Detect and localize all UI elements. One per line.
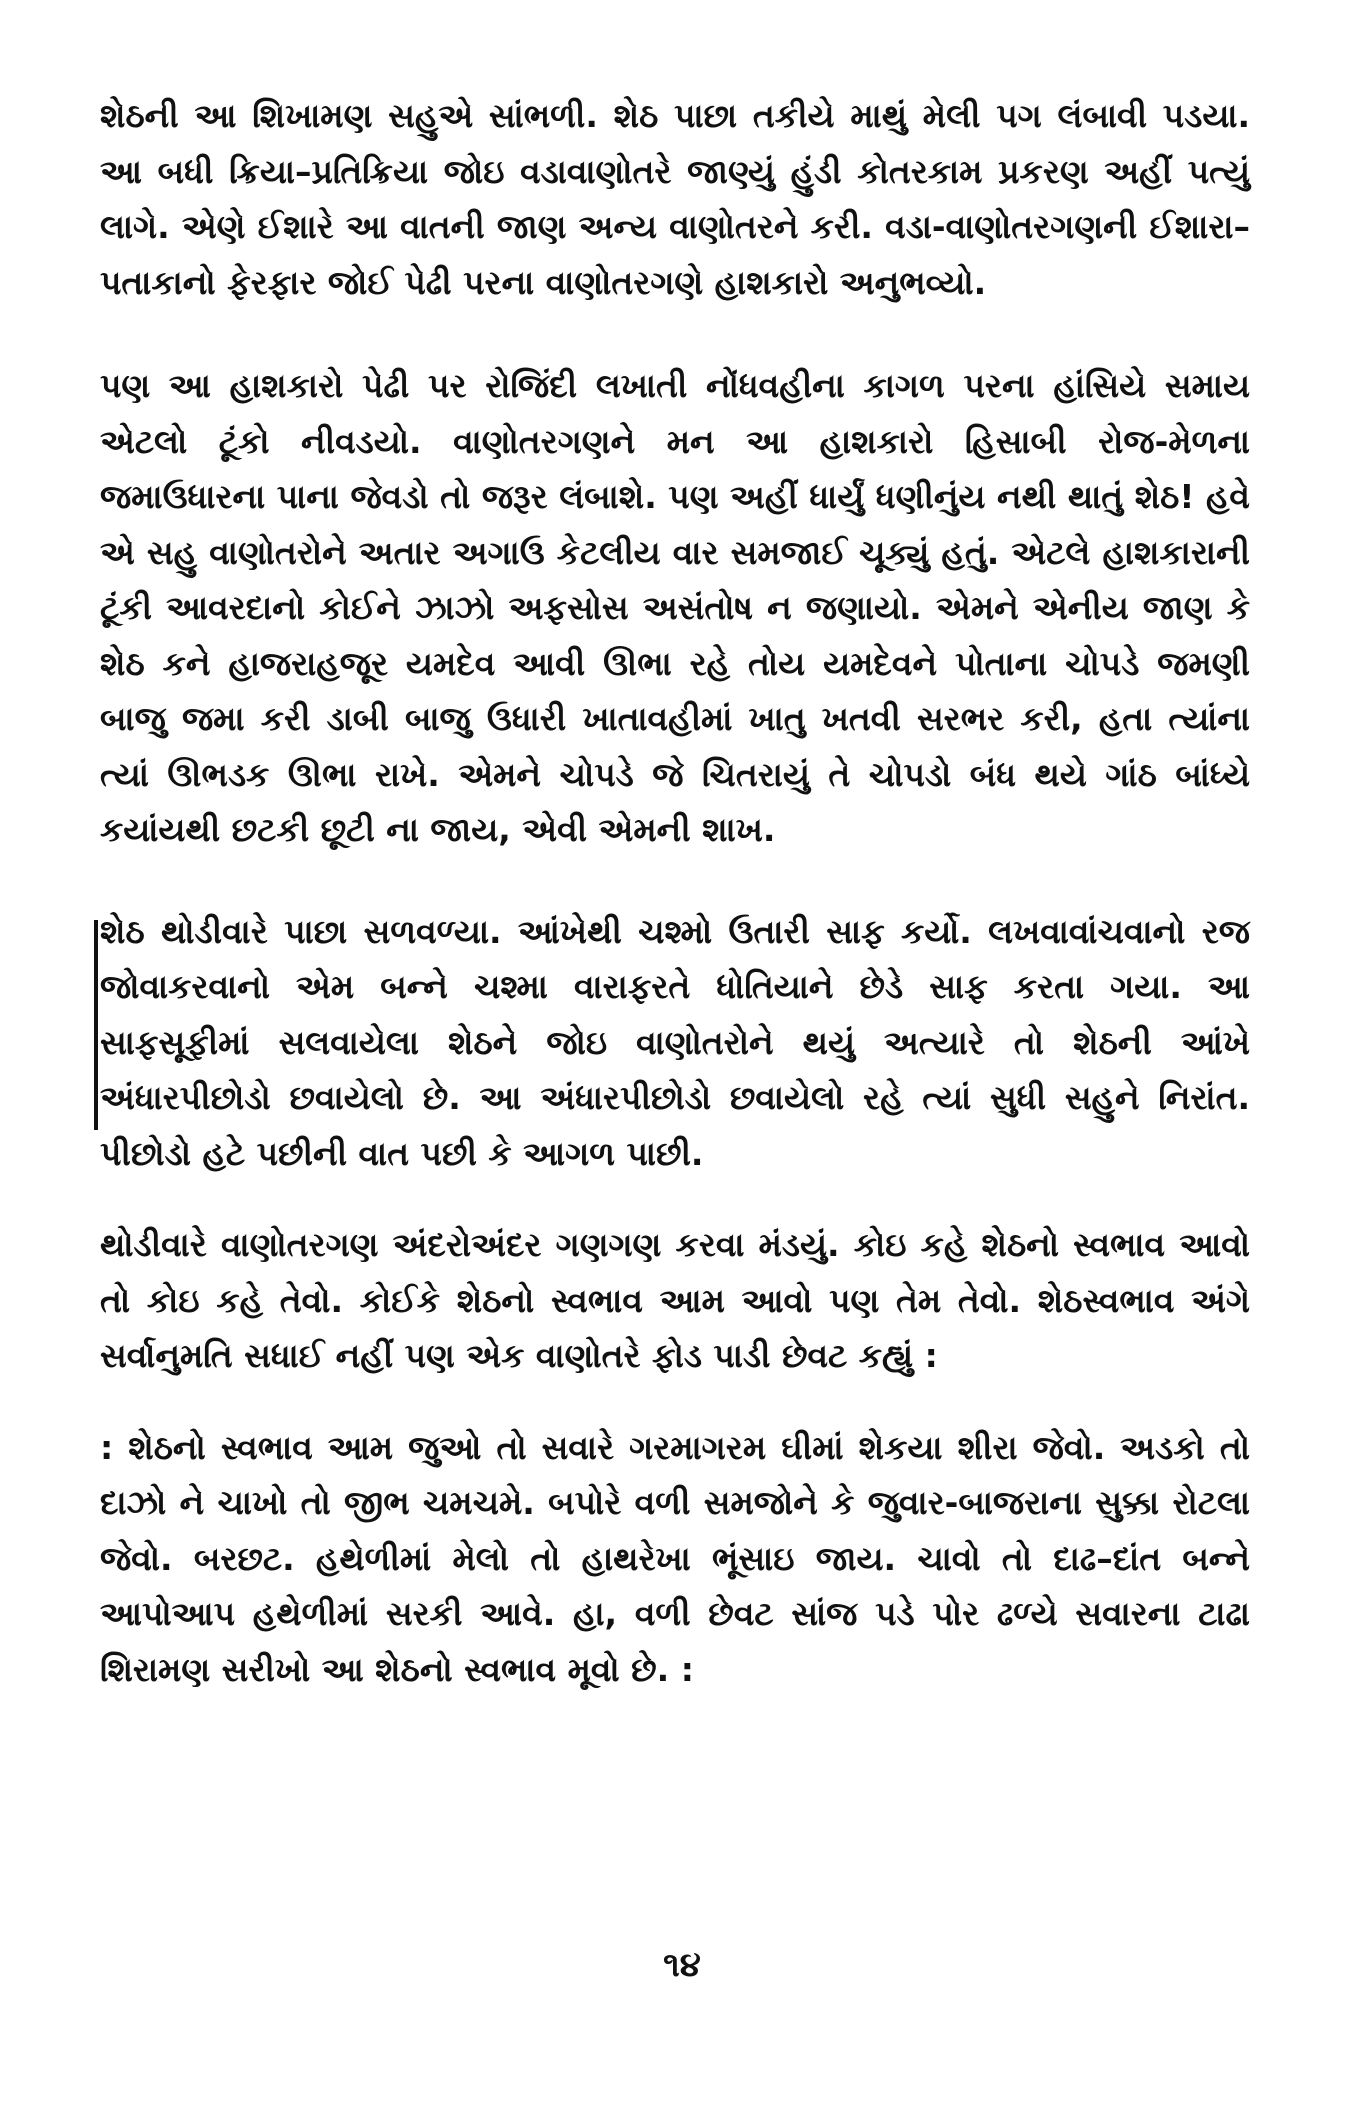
paragraph-5: : શેઠનો સ્વભાવ આમ જુઓ તો સવારે ગરમાગરમ ઘીમાં શેકયા શીરા જેવો. અડકો તો દાઝો ને ચાખો તો જીભ ચમચમે. બપોરે વળી સમજોને કે જુવાર-બાજરાના સુક્કા રોટલા જેવો. બરછટ. હથેળીમાં મેલો તો હાથરેખા ભૂંસાઇ જાય. ચાવો તો દાઢ–દાંત બન્ને આપોઆપ હથેળીમાં સરકી આવે. હા, વળી છેવટ સાંજ પડે પોર ઢળ્યે સવારના ટાઢા શિરામણ સરીખો આ શેઠનો સ્વભાવ મૂવો છે. :	[100, 1427, 1250, 1689]
page-body	[100, 88, 1250, 1697]
paragraph-4: થોડીવારે વાણોતરગણ અંદરોઅંદર ગણગણ કરવા મંડયું. કોઇ કહે શેઠનો સ્વભાવ આવો તો કોઇ કહે તેવો. કોઈકે શેઠનો સ્વભાવ આમ આવો પણ તેમ તેવો. શેઠસ્વભાવ અંગે સર્વાનુમતિ સધાઈ નહીં પણ એક વાણોતરે ફોડ પાડી છેવટ કહ્યું :	[100, 1225, 1250, 1375]
page-number: ૧૪	[663, 1945, 701, 1985]
paragraph-2: પણ આ હાશકારો પેઢી પર રોજિંદી લખાતી નોંધવહીના કાગળ પરના હાંસિયે સમાય એટલો ટૂંકો નીવડયો. વાણોતરગણને મન આ હાશકારો હિસાબી રોજ-મેળના જમાઉધારના પાના જેવડો તો જરૂર લંબાશે. પણ અહીં ધાર્યું ધણીનુંય નથી થાતું શેઠ! હવે એ સહુ વાણોતરોને અતાર અગાઉ કેટલીય વાર સમજાઈ ચૂક્યું હતું. એટલે હાશકારાની ટૂંકી આવરદાનો કોઈને ઝાઝો અફસોસ અસંતોષ ન જણાયો. એમને એનીય જાણ કે શેઠ કને હાજરાહજૂર યમદેવ આવી ઊભા રહે તોય યમદેવને પોતાના ચોપડે જમણી બાજુ જમા કરી ડાબી બાજુ ઉધારી ખાતાવહીમાં ખાતુ ખતવી સરભર કરી, હતા ત્યાંના ત્યાં ઊભડક ઊભા રાખે. એમને ચોપડે જે ચિતરાયું તે ચોપડો બંધ થયે ગાંઠ બાંધ્યે કયાંયથી છટકી છૂટી ના જાય, એવી એમની શાખ.	[100, 366, 1250, 849]
margin-bar	[94, 920, 98, 1130]
paragraph-3-block	[100, 904, 1250, 1182]
paragraph-3: શેઠ થોડીવારે પાછા સળવળ્યા. આંખેથી ચશ્મો ઉતારી સાફ કર્યો. લખવાવાંચવાનો રજ જોવાકરવાનો એમ બન્ને ચશ્મા વારાફરતે ધોતિયાને છેડે સાફ કરતા ગયા. આ સાફસૂફીમાં સલવાયેલા શેઠને જોઇ વાણોતરોને થયું અત્યારે તો શેઠની આંખે અંધારપીછોડો છવાયેલો છે. આ અંધારપીછોડો છવાયેલો રહે ત્યાં સુધી સહુને નિરાંત. પીછોડો હટે પછીની વાત પછી કે આગળ પાછી.	[100, 911, 1250, 1173]
paragraph-1: શેઠની આ શિખામણ સહુએ સાંભળી. શેઠ પાછા તકીયે માથું મેલી પગ લંબાવી પડયા. આ બધી ક્રિયા–પ્રતિક્રિયા જોઇ વડાવાણોતરે જાણ્યું હુંડી કોતરકામ પ્રકરણ અહીં પત્યું લાગે. એણે ઈશારે આ વાતની જાણ અન્ય વાણોતરને કરી. વડા-વાણોતરગણની ઈશારા–પતાકાનો ફેરફાર જોઈ પેઢી પરના વાણોતરગણે હાશકારો અનુભવ્યો.	[100, 96, 1250, 302]
